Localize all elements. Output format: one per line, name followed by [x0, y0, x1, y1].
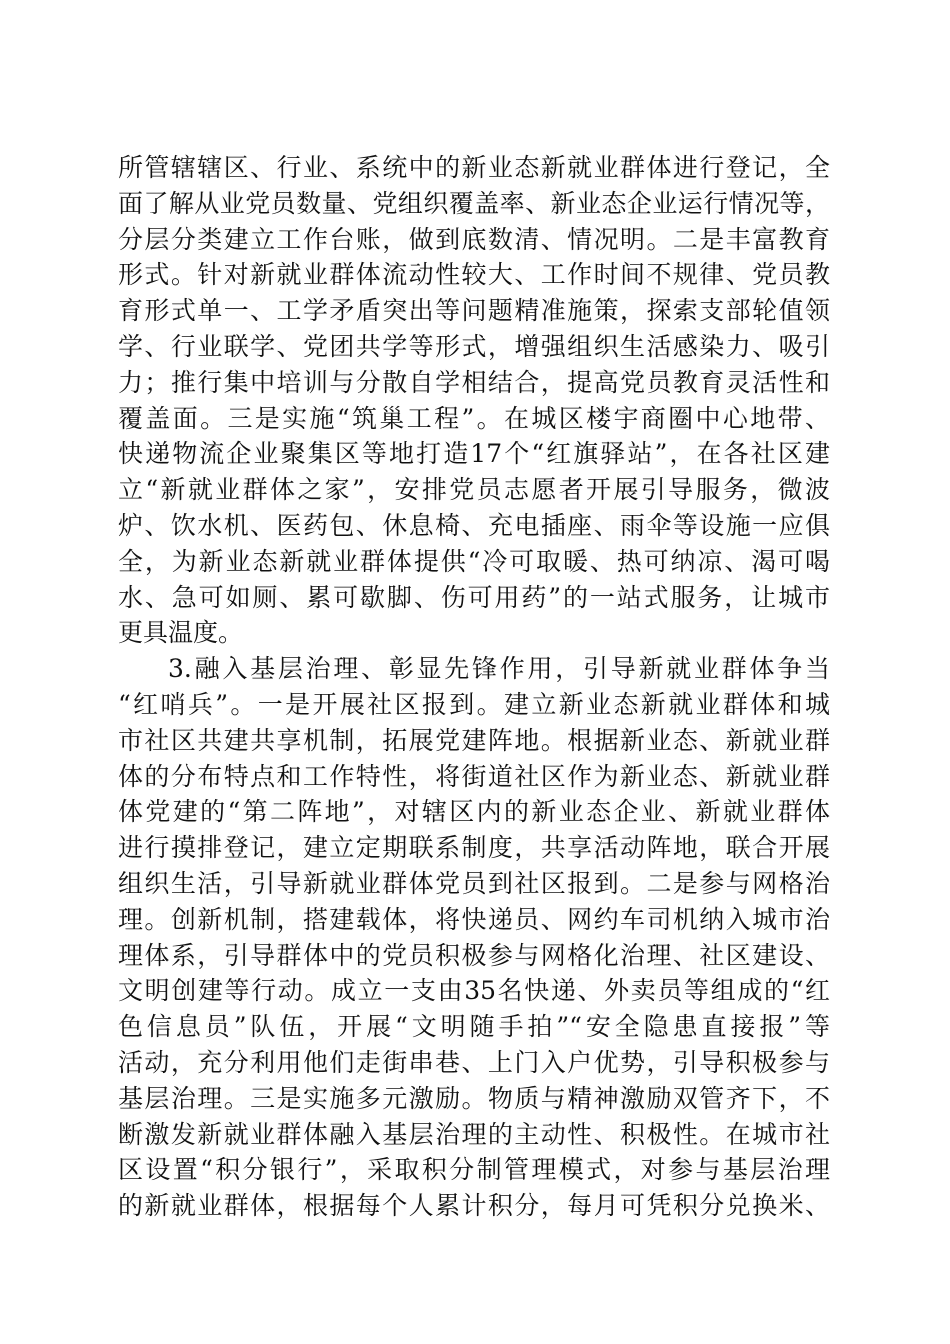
- text-line: 市社区共建共享机制，拓展党建阵地。根据新业态、新就业群: [118, 725, 830, 755]
- text-line: 理体系，引导群体中的党员积极参与网格化治理、社区建设、: [118, 940, 830, 970]
- body-text: [118, 150, 830, 1224]
- text-line: 全，为新业态新就业群体提供“冷可取暖、热可纳凉、渴可喝: [118, 546, 830, 576]
- text-line: 体的分布特点和工作特性，将街道社区作为新业态、新就业群: [118, 761, 830, 791]
- text-line: 更具温度。: [118, 618, 244, 648]
- text-line: 力；推行集中培训与分散自学相结合，提高党员教育灵活性和: [118, 367, 830, 397]
- text-line: 育形式单一、工学矛盾突出等问题精准施策，探索支部轮值领: [118, 296, 830, 326]
- text-line: 进行摸排登记，建立定期联系制度，共享活动阵地，联合开展: [118, 833, 830, 863]
- text-line: 水、急可如厕、累可歇脚、伤可用药”的一站式服务，让城市: [118, 582, 830, 612]
- text-line: 文明创建等行动。成立一支由35名快递、外卖员等组成的“红: [118, 976, 830, 1006]
- text-line: 色信息员”队伍，开展“文明随手拍”“安全隐患直接报”等: [118, 1012, 830, 1042]
- text-line: 分层分类建立工作台账，做到底数清、情况明。二是丰富教育: [118, 224, 830, 254]
- text-line: 所管辖辖区、行业、系统中的新业态新就业群体进行登记，全: [118, 153, 830, 182]
- text-line: 断激发新就业群体融入基层治理的主动性、积极性。在城市社: [118, 1119, 830, 1149]
- text-line: 区设置“积分银行”，采取积分制管理模式，对参与基层治理: [118, 1155, 830, 1185]
- text-line: 形式。针对新就业群体流动性较大、工作时间不规律、党员教: [118, 260, 830, 290]
- text-line: 覆盖面。三是实施“筑巢工程”。在城区楼宇商圈中心地带、: [118, 403, 830, 433]
- text-line: 活动，充分利用他们走街串巷、上门入户优势，引导积极参与: [118, 1047, 830, 1077]
- text-line: 面了解从业党员数量、党组织覆盖率、新业态企业运行情况等，: [118, 188, 830, 218]
- section-heading-line: 3.融入基层治理、彰显先锋作用，引导新就业群体争当: [168, 654, 830, 684]
- text-line: 组织生活，引导新就业群体党员到社区报到。二是参与网格治: [118, 868, 830, 898]
- text-line: 体党建的“第二阵地”，对辖区内的新业态企业、新就业群体: [118, 797, 830, 827]
- text-line: 基层治理。三是实施多元激励。物质与精神激励双管齐下，不: [118, 1083, 830, 1113]
- text-line: 的新就业群体，根据每个人累计积分，每月可凭积分兑换米、: [118, 1191, 830, 1221]
- text-line: “红哨兵”。一是开展社区报到。建立新业态新就业群体和城: [118, 689, 830, 719]
- text-line: 炉、饮水机、医药包、休息椅、充电插座、雨伞等设施一应俱: [118, 510, 830, 540]
- text-line: 立“新就业群体之家”，安排党员志愿者开展引导服务，微波: [118, 475, 830, 505]
- text-line: 学、行业联学、党团共学等形式，增强组织生活感染力、吸引: [118, 331, 830, 361]
- text-line: 快递物流企业聚集区等地打造17个“红旗驿站”，在各社区建: [118, 439, 830, 469]
- text-line: 理。创新机制，搭建载体，将快递员、网约车司机纳入城市治: [118, 904, 830, 934]
